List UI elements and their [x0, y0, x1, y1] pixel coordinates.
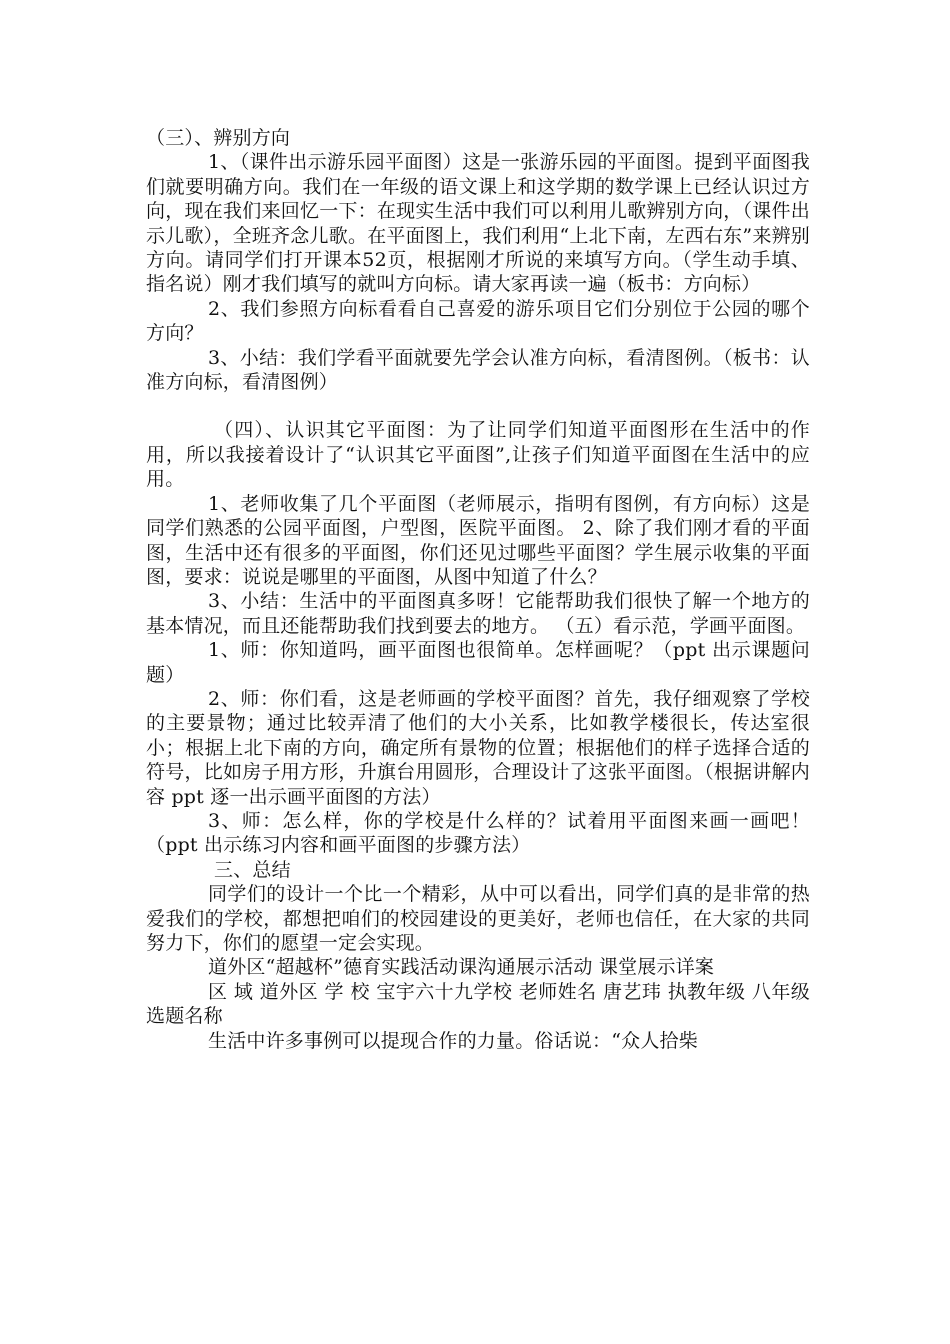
paragraph-event-title: 道外区“超越杯”德育实践活动课沟通展示活动 课堂展示详案: [208, 956, 715, 979]
paragraph-drawing-2: 2、师：你们看，这是老师画的学校平面图？首先，我仔细观察了学校的主要景物；通过比较弄清了他们的大小关系，比如教学楼很长，传达室很小；根据上北下南的方向，确定所有景物的位置；根据他们的样子选择合适的符号，比如房子用方形，升旗台用圆形，合理设计了这张平面图。（根据讲解内容 ppt 逐一出示画平面图的方法）: [146, 687, 810, 808]
paragraph-direction-1: 1、（课件出示游乐园平面图）这是一张游乐园的平面图。提到平面图我们就要明确方向。我们在一年级的语文课上和这学期的数学课上已经认识过方向，现在我们来回忆一下：在现实生活中我们可以利用儿歌辨别方向，（课件出示儿歌），全班齐念儿歌。在平面图上，我们利用“上北下南，左西右东”来辨别方向。请同学们打开课本52页，根据刚才所说的来填写方向。（学生动手填、指名说）刚才我们填写的就叫方向标。请大家再读一遍（板书：方向标）: [146, 151, 810, 296]
paragraph-direction-2: 2、我们参照方向标看看自己喜爱的游乐项目它们分别位于公园的哪个方向？: [146, 297, 810, 345]
paragraph-summary-text: 同学们的设计一个比一个精彩，从中可以看出，同学们真的是非常的热爱我们的学校，都想把咱们的校园建设的更美好，老师也信任，在大家的共同努力下，你们的愿望一定会实现。: [146, 883, 810, 954]
section-heading-summary: 三、总结: [214, 858, 291, 881]
paragraph-direction-summary: 3、小结：我们学看平面就要先学会认准方向标，看清图例。（板书：认准方向标，看清图例）: [146, 346, 810, 394]
paragraph-other-maps-1: 1、老师收集了几个平面图（老师展示，指明有图例，有方向标）这是同学们熟悉的公园平面图，户型图，医院平面图。 2、除了我们刚才看的平面图，生活中还有很多的平面图，你们还见过哪些平面图？学生展示收集的平面图，要求：说说是哪里的平面图，从图中知道了什么？: [146, 492, 810, 588]
paragraph-event-info: 区 域 道外区 学 校 宝宇六十九学校 老师姓名 唐艺玮 执教年级 八年级 选题名称: [146, 980, 810, 1028]
paragraph-drawing-1: 1、师：你知道吗，画平面图也很简单。怎样画呢？（ppt 出示课题问题）: [146, 639, 810, 686]
section-heading-3: （三）、辨别方向: [146, 127, 291, 149]
paragraph-gap: [146, 394, 810, 418]
paragraph-cooperation: 生活中许多事例可以提现合作的力量。俗话说：“众人拾柴: [208, 1029, 698, 1052]
paragraph-other-maps-summary: 3、小结：生活中的平面图真多呀！它能帮助我们很快了解一个地方的基本情况，而且还能帮助我们找到要去的地方。 （五）看示范，学画平面图。: [146, 590, 810, 637]
paragraph-drawing-3: 3、师：怎么样，你的学校是什么样的？试着用平面图来画一画吧！（ppt 出示练习内容和画平面图的步骤方法）: [146, 809, 810, 857]
section-heading-4: （四）、认识其它平面图：为了让同学们知道平面图形在生活中的作用，所以我接着设计了“认识其它平面图”,让孩子们知道平面图在生活中的应用。: [146, 419, 810, 491]
